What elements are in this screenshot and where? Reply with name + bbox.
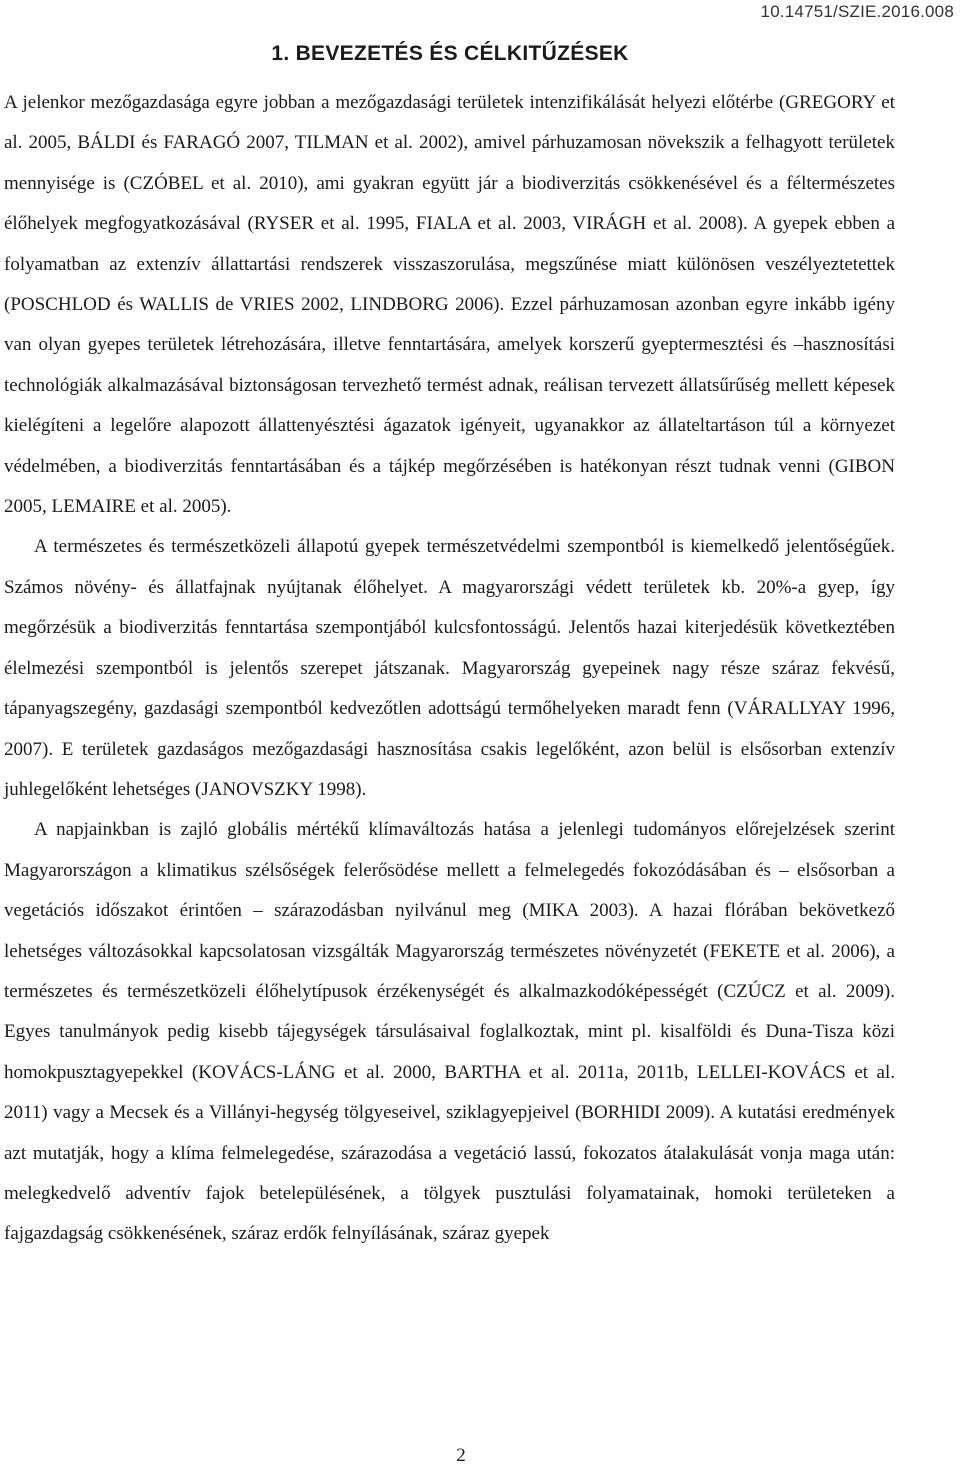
paragraph-grasslands: A természetes és természetközeli állapotú gyepek természetvédelmi szempontból is kiemelkedő jelentőségűek. Számos növény- és állatfajnak nyújtanak élőhelyet. A magyarországi védett területek kb. 20%-a gyep, így megőrzésük a biodiverzitás fenntartása szempontjából kulcsfontosságú. Jelentős hazai kiterjedésük következtében élelmezési szempontból is jelentős szerepet játszanak. Magyarország gyepeinek nagy része száraz fekvésű, tápanyagszegény, gazdasági szempontból kedvezőtlen adottságú termőhelyeken maradt fenn (VÁRALLYAY 1996, 2007). E területek gazdaságos mezőgazdasági hasznosítása csakis legelőként, azon belül is elsősorban extenzív juhlegelőként lehetséges (JANOVSZKY 1998).: [4, 536, 895, 800]
section-heading: 1. BEVEZETÉS ÉS CÉLKITŰZÉSEK: [271, 42, 629, 65]
doi-identifier: 10.14751/SZIE.2016.008: [760, 2, 954, 21]
body-text: [4, 83, 895, 1255]
page-number: 2: [456, 1445, 466, 1466]
paragraph-climate: A napjainkban is zajló globális mértékű klímaváltozás hatása a jelenlegi tudományos előrejelzések szerint Magyarországon a klimatikus szélsőségek felerősödése mellett a felmelegedés fokozódásában és – elsősorban a vegetációs időszakot érintően – szárazodásban nyilvánul meg (MIKA 2003). A hazai flórában bekövetkező lehetséges változásokkal kapcsolatosan vizsgálták Magyarország természetes növényzetét (FEKETE et al. 2006), a természetes és természetközeli élőhelytípusok érzékenységét és alkalmazkodóképességét (CZÚCZ et al. 2009). Egyes tanulmányok pedig kisebb tájegységek társulásaival foglalkoztak, mint pl. kisalföldi és Duna-Tisza közi homokpusztagyepekkel (KOVÁCS-LÁNG et al. 2000, BARTHA et al. 2011a, 2011b, LELLEI-KOVÁCS et al. 2011) vagy a Mecsek és a Villányi-hegység tölgyeseivel, sziklagyepjeivel (BORHIDI 2009). A kutatási eredmények azt mutatják, hogy a klíma felmelegedése, szárazodása a vegetáció lassú, fokozatos átalakulását vonja maga után: melegkedvelő adventív fajok betelepülésének, a tölgyek pusztulási folyamatainak, homoki területeken a fajgazdagság csökkenésének, száraz erdők felnyílásának, száraz gyepek: [4, 819, 895, 1245]
paragraph-intro: A jelenkor mezőgazdasága egyre jobban a mezőgazdasági területek intenzifikálását helyezi előtérbe (GREGORY et al. 2005, BÁLDI és FARAGÓ 2007, TILMAN et al. 2002), amivel párhuzamosan növekszik a felhagyott területek mennyisége is (CZÓBEL et al. 2010), ami gyakran együtt jár a biodiverzitás csökkenésével és a féltermészetes élőhelyek megfogyatkozásával (RYSER et al. 1995, FIALA et al. 2003, VIRÁGH et al. 2008). A gyepek ebben a folyamatban az extenzív állattartási rendszerek visszaszorulása, megszűnése miatt különösen veszélyeztetettek (POSCHLOD és WALLIS de VRIES 2002, LINDBORG 2006). Ezzel párhuzamosan azonban egyre inkább igény van olyan gyepes területek létrehozására, illetve fenntartására, amelyek korszerű gyeptermesztési és –hasznosítási technológiák alkalmazásával biztonságosan tervezhető termést adnak, reálisan tervezett állatsűrűség mellett képesek kielégíteni a legelőre alapozott állattenyésztési ágazatok igényeit, ugyanakkor az állateltartáson túl a környezet védelmében, a biodiverzitás fenntartásában és a tájkép megőrzésében is hatékonyan részt tudnak venni (GIBON 2005, LEMAIRE et al. 2005).: [4, 92, 895, 518]
